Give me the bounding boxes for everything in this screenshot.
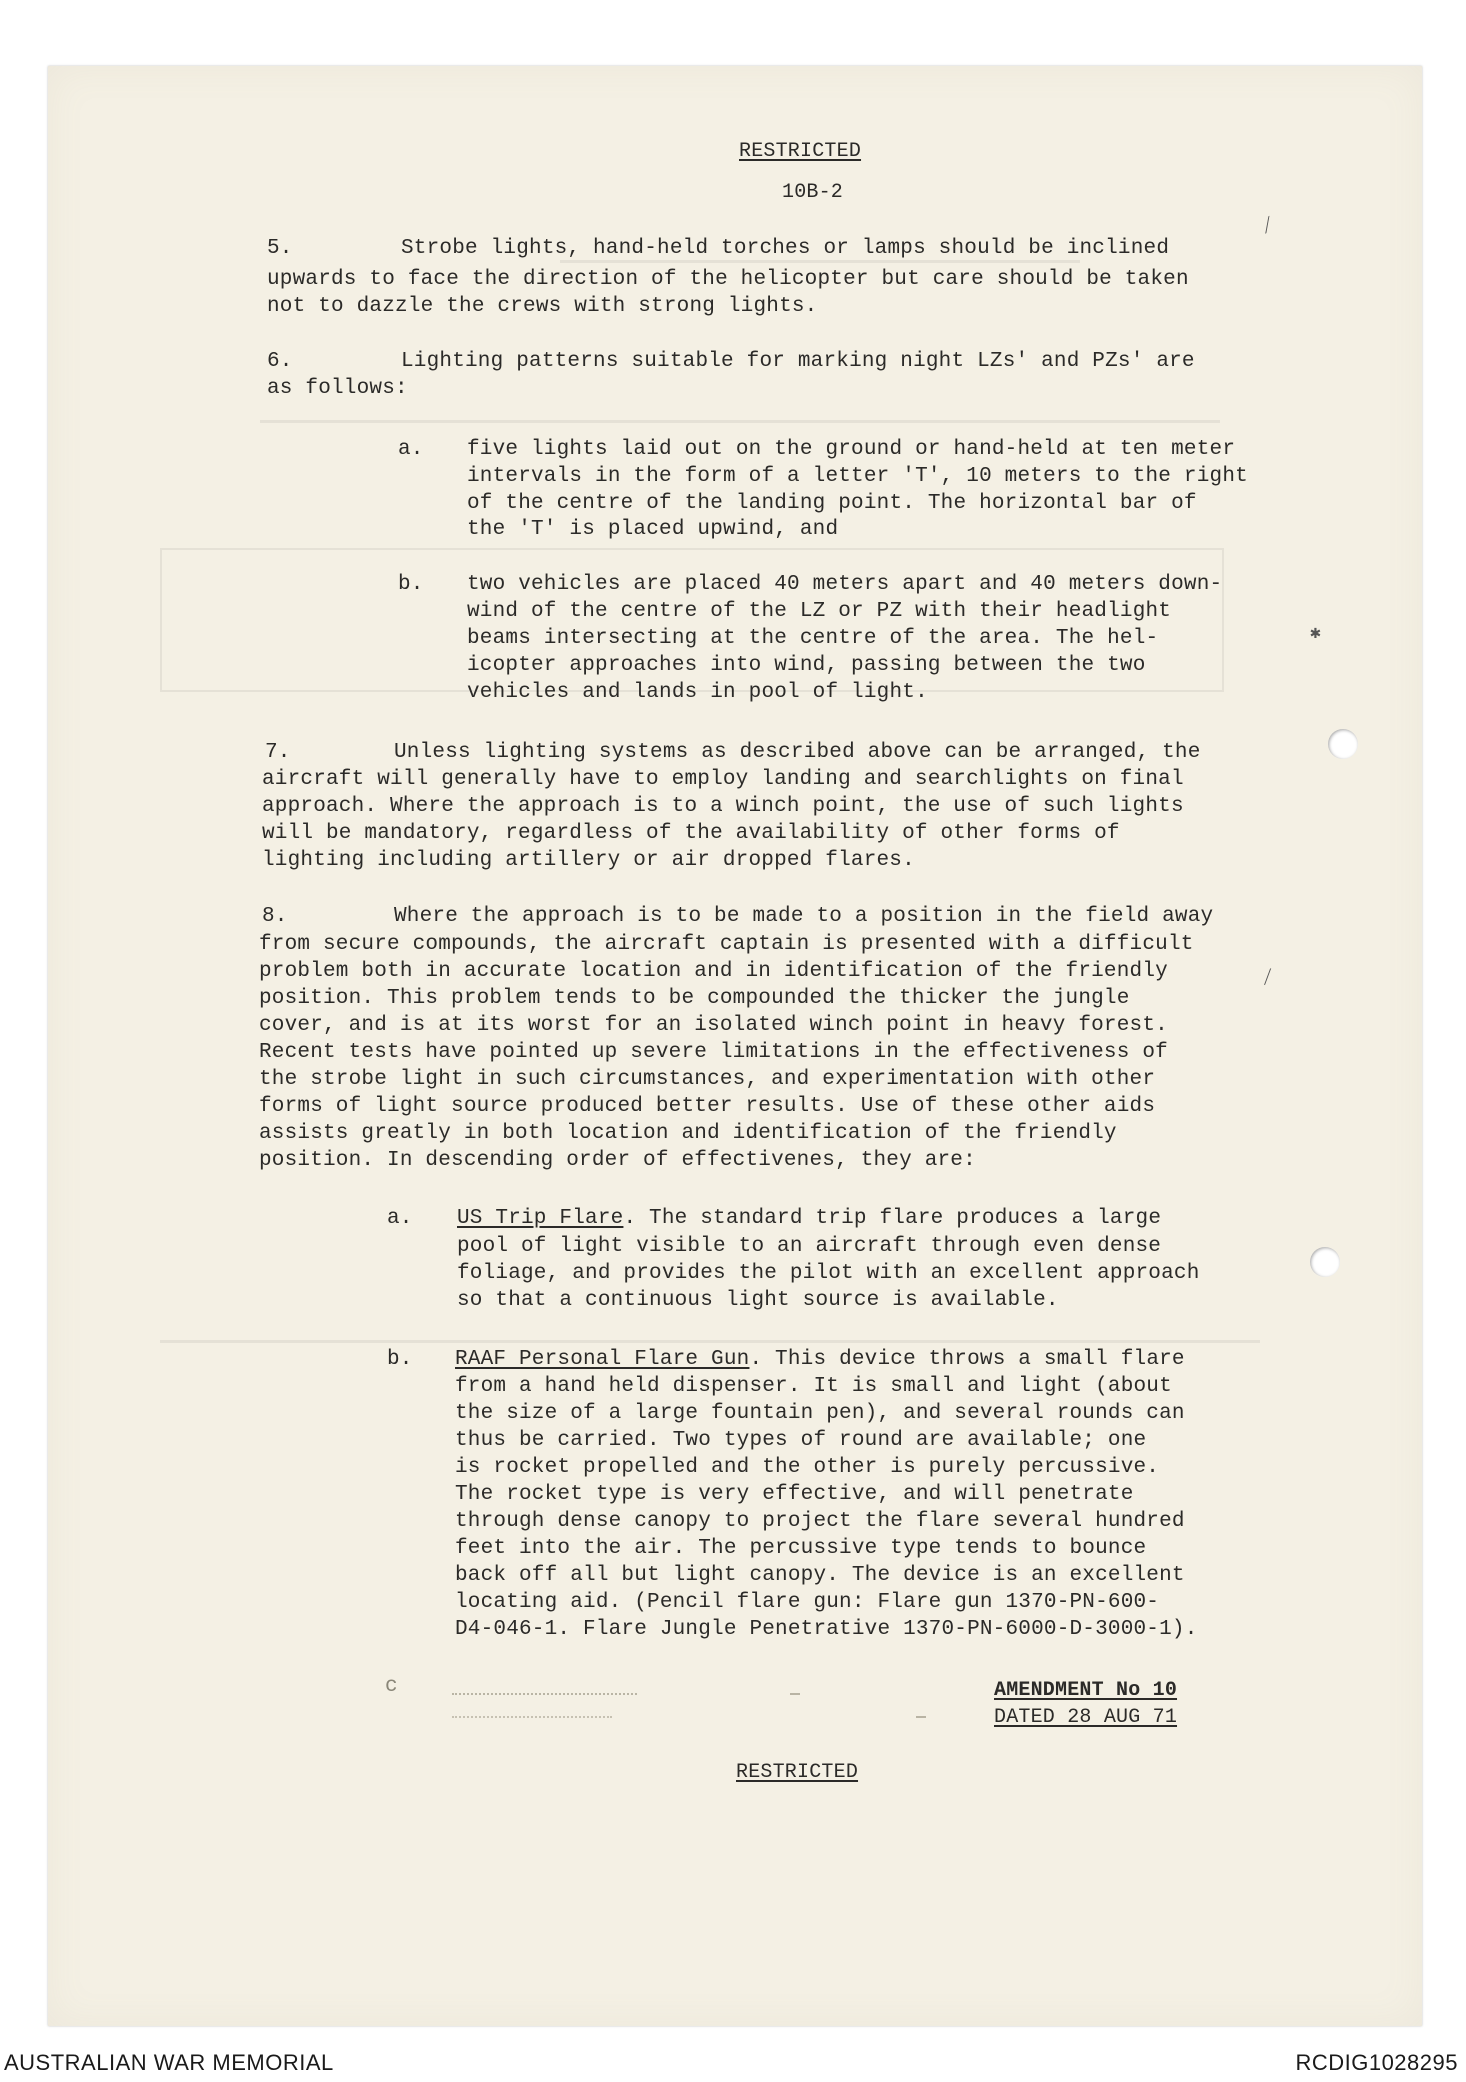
subparagraph-line: so that a continuous light source is available. <box>457 1289 1059 1312</box>
paragraph-line: Where the approach is to be made to a position in the field away <box>394 905 1214 928</box>
footer-classification: RESTRICTED <box>736 1761 859 1784</box>
subparagraph-line: five lights laid out on the ground or hand-held at ten meter <box>467 438 1236 461</box>
paragraph-line: position. In descending order of effectivenes, they are: <box>259 1149 976 1172</box>
subparagraph-line: the size of a large fountain pen), and several rounds can <box>455 1402 1185 1425</box>
subparagraph-label: c <box>385 1675 398 1698</box>
subparagraph-line: is rocket propelled and the other is purely percussive. <box>455 1456 1160 1479</box>
subparagraph-line: beams intersecting at the centre of the area. The hel- <box>467 627 1159 650</box>
paragraph-line: problem both in accurate location and in identification of the friendly <box>259 960 1168 983</box>
subparagraph-first-line <box>457 1205 1161 1232</box>
subparagraph-line: vehicles and lands in pool of light. <box>467 681 928 704</box>
subparagraph-title: RAAF Personal Flare Gun <box>455 1348 750 1371</box>
subparagraph-line: two vehicles are placed 40 meters apart and 40 meters down- <box>467 573 1223 596</box>
amendment-date: DATED 28 AUG 71 <box>994 1706 1178 1729</box>
paragraph-line: cover, and is at its worst for an isolated winch point in heavy forest. <box>259 1014 1168 1037</box>
erased-text <box>916 1716 926 1718</box>
punch-hole <box>1328 729 1358 759</box>
erased-text <box>452 1716 612 1718</box>
paragraph-line: lighting including artillery or air dropped flares. <box>262 849 915 872</box>
subparagraph-line: D4-046-1. Flare Jungle Penetrative 1370-PN-6000-D-3000-1). <box>455 1618 1198 1641</box>
subparagraph-line: feet into the air. The percussive type tends to bounce <box>455 1537 1147 1560</box>
archive-credit: AUSTRALIAN WAR MEMORIAL <box>4 2050 334 2075</box>
paragraph-line: Recent tests have pointed up severe limitations in the effectiveness of <box>259 1041 1168 1064</box>
subparagraph-label: a. <box>398 438 424 461</box>
paragraph-line: as follows: <box>267 377 408 400</box>
paragraph-line: will be mandatory, regardless of the availability of other forms of <box>262 822 1120 845</box>
paragraph-line: assists greatly in both location and identification of the friendly <box>259 1122 1117 1145</box>
subparagraph-line: locating aid. (Pencil flare gun: Flare gun 1370-PN-600- <box>455 1591 1160 1614</box>
subparagraph-first-line <box>455 1346 1185 1373</box>
paragraph-line: upwards to face the direction of the helicopter but care should be taken <box>267 268 1189 291</box>
subparagraph-line: . This device throws a small flare <box>749 1348 1185 1371</box>
subparagraph-label: a. <box>387 1207 413 1230</box>
subparagraph-line: the 'T' is placed upwind, and <box>467 518 839 541</box>
paragraph-line: position. This problem tends to be compounded the thicker the jungle <box>259 987 1130 1010</box>
paragraph-line: the strobe light in such circumstances, and experimentation with other <box>259 1068 1156 1091</box>
subparagraph-label: b. <box>398 573 424 596</box>
erased-text <box>452 1693 637 1695</box>
subparagraph-line: pool of light visible to an aircraft through even dense <box>457 1235 1162 1258</box>
subparagraph-line: thus be carried. Two types of round are available; one <box>455 1429 1147 1452</box>
punch-hole <box>1310 1247 1340 1277</box>
paragraph-line: Lighting patterns suitable for marking night LZs' and PZs' are <box>401 350 1195 373</box>
paragraph-number: 8. <box>262 905 288 928</box>
header-classification: RESTRICTED <box>739 140 862 163</box>
paragraph-number: 6. <box>267 350 293 373</box>
subparagraph-line: . The standard trip flare produces a large <box>623 1207 1162 1230</box>
pencil-tick-mark: ⟋ <box>1259 967 1278 991</box>
subparagraph-line: through dense canopy to project the flare several hundred <box>455 1510 1185 1533</box>
subparagraph-line: of the centre of the landing point. The horizontal bar of <box>467 492 1197 515</box>
page-reference: 10B-2 <box>782 181 844 204</box>
paragraph-number: 5. <box>267 237 293 260</box>
subparagraph-line: from a hand held dispenser. It is small and light (about <box>455 1375 1172 1398</box>
subparagraph-line: intervals in the form of a letter 'T', 10 meters to the right <box>467 465 1248 488</box>
scan-speck: ✱ <box>1310 624 1321 644</box>
paragraph-line: approach. Where the approach is to a winch point, the use of such lights <box>262 795 1184 818</box>
subparagraph-line: icopter approaches into wind, passing between the two <box>467 654 1146 677</box>
paragraph-line: from secure compounds, the aircraft captain is presented with a difficult <box>259 933 1194 956</box>
paragraph-line: Unless lighting systems as described above can be arranged, the <box>394 741 1201 764</box>
subparagraph-line: The rocket type is very effective, and will penetrate <box>455 1483 1134 1506</box>
subparagraph-line: back off all but light canopy. The device is an excellent <box>455 1564 1185 1587</box>
erased-text <box>790 1693 800 1695</box>
subparagraph-line: wind of the centre of the LZ or PZ with their headlight <box>467 600 1172 623</box>
amendment-number: AMENDMENT No 10 <box>994 1679 1178 1702</box>
paragraph-line: not to dazzle the crews with strong lights. <box>267 295 818 318</box>
subparagraph-title: US Trip Flare <box>457 1207 624 1230</box>
subparagraph-line: foliage, and provides the pilot with an excellent approach <box>457 1262 1200 1285</box>
archive-reference: RCDIG1028295 <box>1295 2050 1458 2075</box>
paragraph-line: Strobe lights, hand-held torches or lamps should be inclined <box>401 237 1170 260</box>
paragraph-line: forms of light source produced better results. Use of these other aids <box>259 1095 1156 1118</box>
pencil-tick-mark: ⟋ <box>1258 215 1280 239</box>
paragraph-line: aircraft will generally have to employ landing and searchlights on final <box>262 768 1184 791</box>
subparagraph-label: b. <box>387 1348 413 1371</box>
paragraph-number: 7. <box>265 741 291 764</box>
